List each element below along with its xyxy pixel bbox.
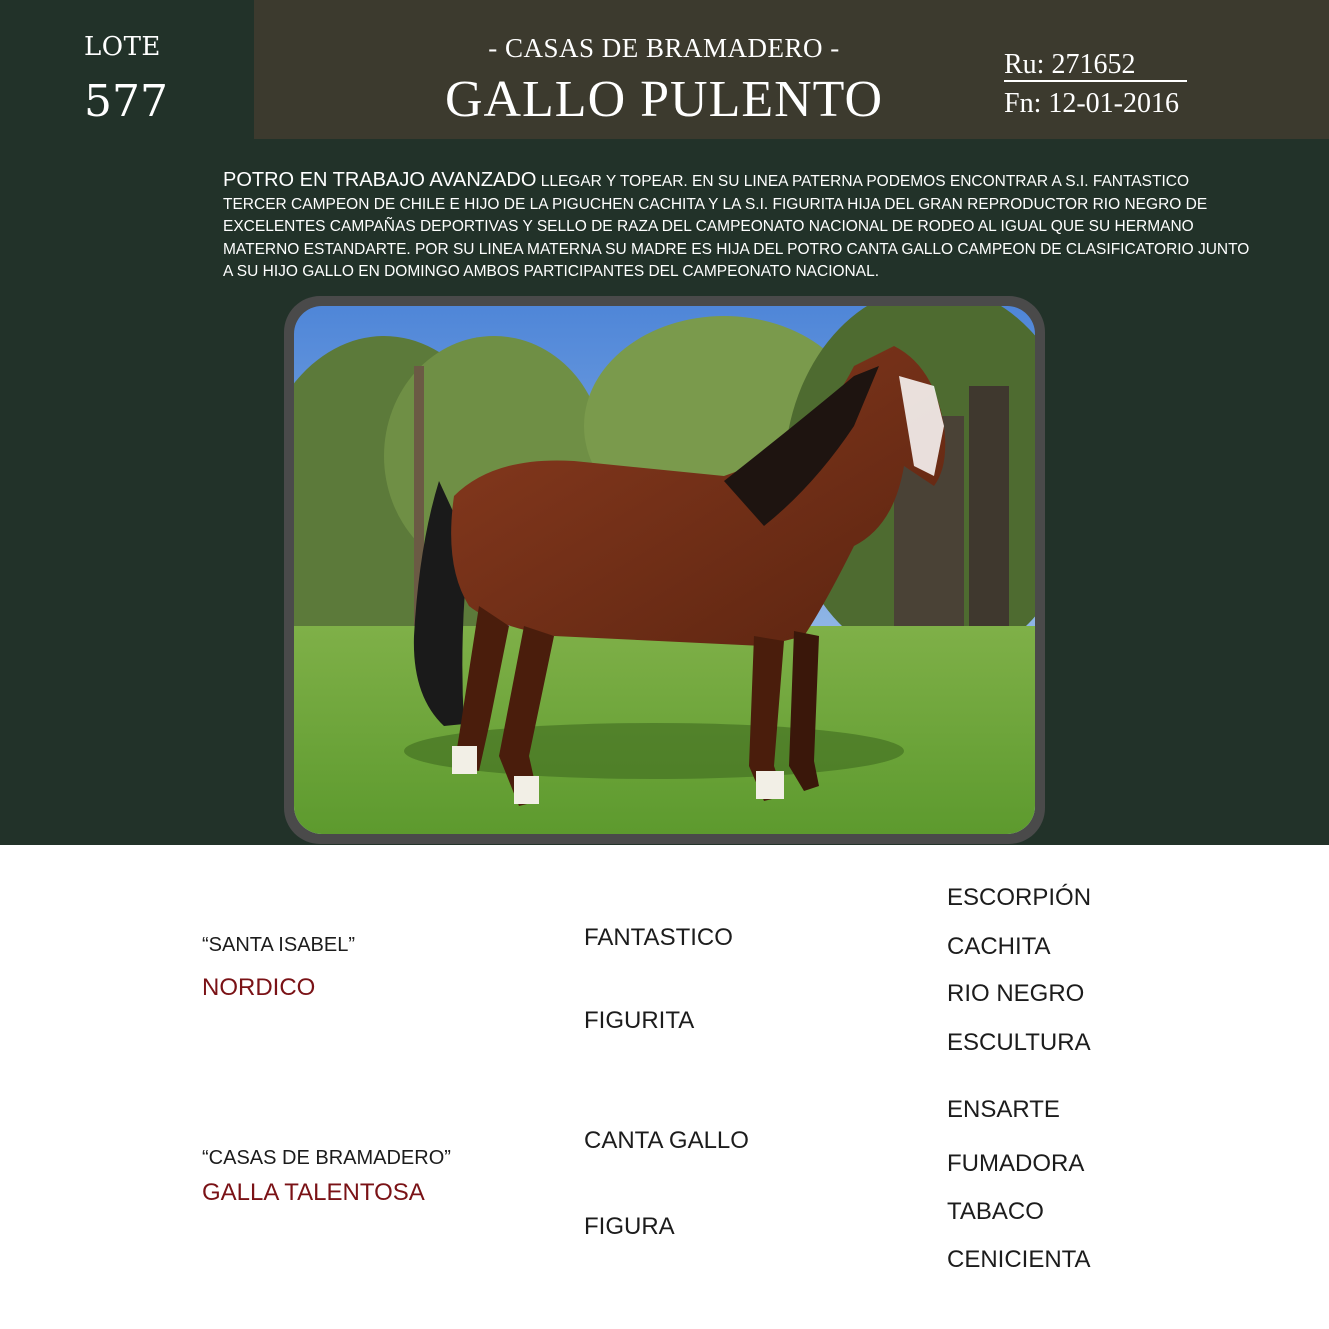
great-grandparent-8: CENICIENTA (947, 1246, 1091, 1273)
description (223, 169, 1253, 284)
great-grandparent-5: ENSARTE (947, 1096, 1060, 1123)
horse-name: GALLO PULENTO (444, 71, 884, 128)
sire-farm: “SANTA ISABEL” (202, 934, 356, 956)
registry-number: Ru: 271652 (1004, 50, 1187, 82)
grandparent-dam-dam: FIGURA (584, 1213, 675, 1240)
title-band (254, 0, 1329, 139)
grandparent-sire-dam: FIGURITA (584, 1007, 695, 1034)
lot-number: 577 (84, 76, 168, 127)
great-grandparent-3: RIO NEGRO (947, 980, 1085, 1007)
breeder-name: - CASAS DE BRAMADERO - (488, 33, 840, 63)
lot-label: LOTE (84, 32, 161, 62)
great-grandparent-4: ESCULTURA (947, 1029, 1091, 1056)
sire-name: NORDICO (202, 974, 316, 1001)
description-lead: POTRO EN TRABAJO AVANZADO (223, 169, 537, 191)
great-grandparent-7: TABACO (947, 1198, 1044, 1225)
great-grandparent-1: ESCORPIÓN (947, 884, 1092, 911)
dam-name: GALLA TALENTOSA (202, 1179, 425, 1206)
great-grandparent-2: CACHITA (947, 933, 1051, 960)
dam-farm: “CASAS DE BRAMADERO” (202, 1147, 451, 1169)
birth-date: Fn: 12-01-2016 (1004, 88, 1179, 119)
grandparent-sire-sire: FANTASTICO (584, 924, 733, 951)
great-grandparent-6: FUMADORA (947, 1150, 1085, 1177)
grandparent-dam-sire: CANTA GALLO (584, 1127, 749, 1154)
lot-box (0, 0, 254, 139)
description-body: LLEGAR Y TOPEAR. EN SU LINEA PATERNA PODEMOS ENCONTRAR A S.I. FANTASTICO TERCER CAMPEON DE CHILE E HIJO DE LA PIGUCHEN CACHITA Y LA S.I. FIGURITA HIJA DEL GRAN REPRODUCTOR RIO NEGRO DE EXCELENTES CAMPAÑAS DEPORTIVAS Y SELLO DE RAZA DEL CAMPEONATO NACIONAL DE RODEO AL IGUAL QUE SU HERMANO MATERNO ESTANDARTE. POR SU LINEA MATERNA SU MADRE ES HIJA DEL POTRO CANTA GALLO CAMPEON DE CLASIFICATORIO JUNTO A SU HIJO GALLO EN DOMINGO AMBOS PARTICIPANTES DEL CAMPEONATO NACIONAL. (223, 173, 1250, 280)
horse-photo (294, 306, 1035, 834)
